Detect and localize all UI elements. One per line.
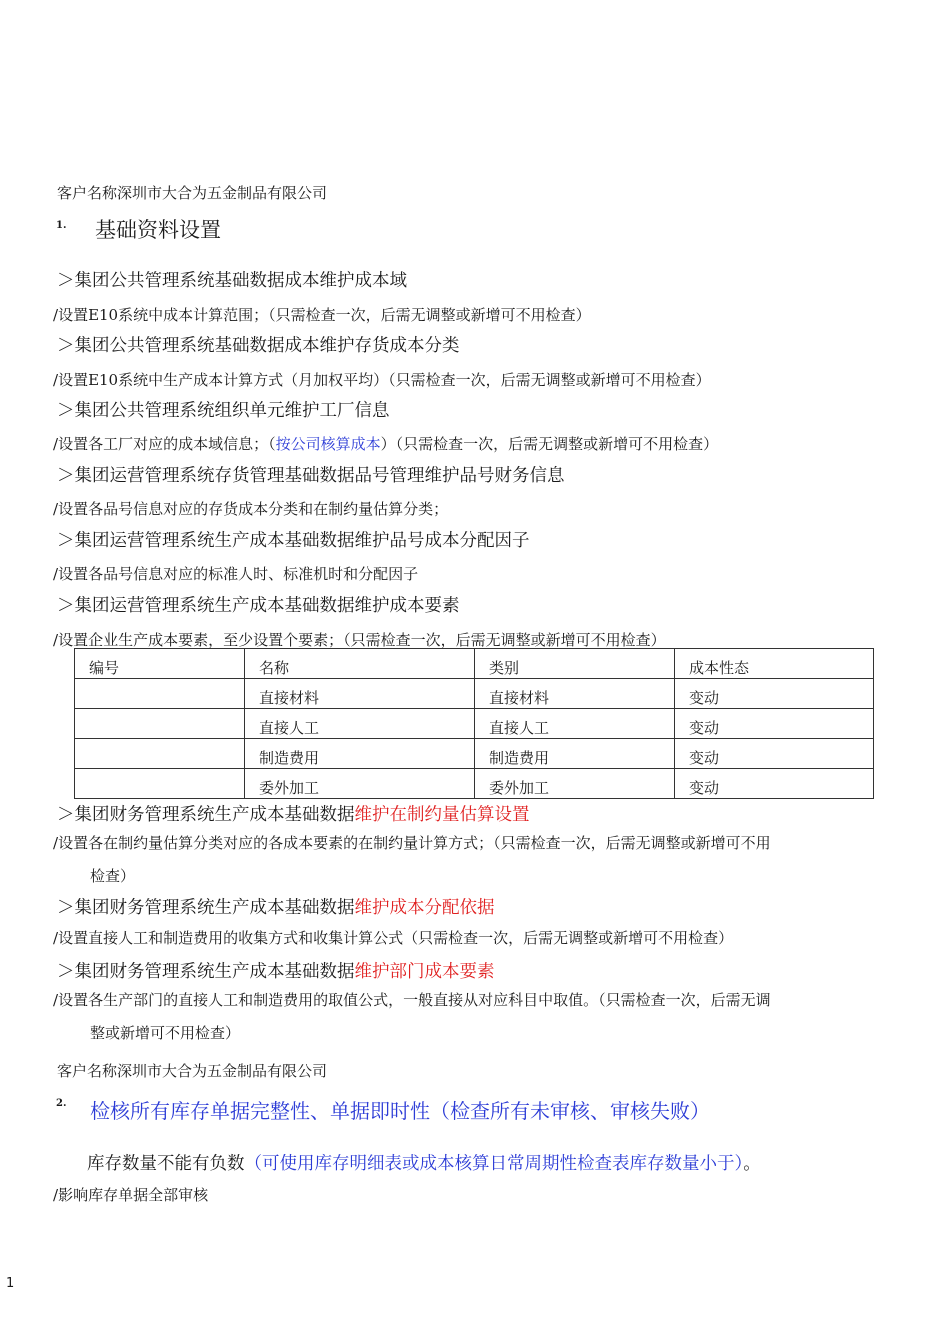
- table-cell: 直接人工: [475, 709, 675, 739]
- table-cell: 直接人工: [245, 709, 475, 739]
- nav-path-inventory-cost-category: ＞集团公共管理系统基础数据成本维护存货成本分类: [57, 336, 460, 356]
- table-row: [75, 679, 874, 709]
- highlight-red: 维护在制约量估算设置: [354, 805, 530, 825]
- table-cell: [75, 739, 245, 769]
- header-cell: 类别: [475, 649, 675, 679]
- section1-number: 1.: [56, 220, 67, 231]
- table-cell: 变动: [675, 769, 874, 799]
- customer-line: 客户名称深圳市大合为五金制品有限公司: [57, 184, 328, 202]
- path-arrow-icon: ＞: [57, 336, 75, 356]
- note-cost-domain: /设置E10系统中成本计算范围；（只需检查一次，后需无调整或新增可不用检查）: [53, 306, 591, 324]
- header-cell: 名称: [245, 649, 475, 679]
- path-arrow-icon: ＞: [57, 898, 75, 918]
- note-cost-allocation-basis: /设置直接人工和制造费用的收集方式和收集计算公式（只需检查一次，后需无调整或新增可不用检查）: [53, 929, 734, 947]
- table-cell: 委外加工: [475, 769, 675, 799]
- stock-rule-highlight: （可使用库存明细表或成本核算日常周期性检查表库存数量小于）: [244, 1154, 744, 1174]
- nav-path-cost-allocation-factor: ＞集团运营管理系统生产成本基础数据维护品号成本分配因子: [57, 531, 530, 551]
- table-cell: 直接材料: [245, 679, 475, 709]
- header-cell: 编号: [75, 649, 245, 679]
- table-cell: 变动: [675, 739, 874, 769]
- path-arrow-icon: ＞: [57, 962, 75, 982]
- nav-path-item-financial-info: ＞集团运营管理系统存货管理基础数据品号管理维护品号财务信息: [57, 466, 565, 486]
- note-stock-audit: /影响库存单据全部审核: [53, 1186, 209, 1204]
- path-arrow-icon: ＞: [57, 596, 75, 616]
- highlight-red: 维护部门成本要素: [354, 962, 495, 982]
- table-cell: 直接材料: [475, 679, 675, 709]
- section2-number: 2.: [56, 1098, 67, 1109]
- section2-title: 检核所有库存单据完整性、单据即时性（检查所有未审核、审核失败）: [90, 1099, 710, 1123]
- nav-path-dept-cost-elements: ＞集团财务管理系统生产成本基础数据维护部门成本要素: [57, 962, 495, 982]
- nav-path-cost-elements: ＞集团运营管理系统生产成本基础数据维护成本要素: [57, 596, 460, 616]
- table-header-row: [75, 649, 874, 679]
- section1-title: 基础资料设置: [95, 218, 221, 242]
- table-cell: 变动: [675, 679, 874, 709]
- note-inventory-cost-category: /设置E10系统中生产成本计算方式（月加权平均）（只需检查一次，后需无调整或新增可不用检查）: [53, 371, 711, 389]
- nav-path-cost-allocation-basis: ＞集团财务管理系统生产成本基础数据维护成本分配依据: [57, 898, 495, 918]
- table-cell: 委外加工: [245, 769, 475, 799]
- customer-line-2: 客户名称深圳市大合为五金制品有限公司: [57, 1062, 328, 1080]
- table-row: [75, 709, 874, 739]
- table-cell: [75, 679, 245, 709]
- path-arrow-icon: ＞: [57, 271, 75, 291]
- note-cost-elements: /设置企业生产成本要素，至少设置个要素；（只需检查一次，后需无调整或新增可不用检查）: [53, 631, 666, 649]
- note-cost-allocation-factor: /设置各品号信息对应的标准人时、标准机时和分配因子: [53, 565, 419, 583]
- table-row: [75, 739, 874, 769]
- table-cell: 制造费用: [475, 739, 675, 769]
- nav-path-cost-domain: ＞集团公共管理系统基础数据成本维护成本域: [57, 271, 407, 291]
- header-cell: 成本性态: [675, 649, 874, 679]
- table-row: [75, 769, 874, 799]
- path-arrow-icon: ＞: [57, 401, 75, 421]
- page-number: 1: [6, 1276, 15, 1291]
- table-cell: [75, 709, 245, 739]
- nav-path-wip-estimation: ＞集团财务管理系统生产成本基础数据维护在制约量估算设置: [57, 805, 530, 825]
- note-dept-cost-elements: /设置各生产部门的直接人工和制造费用的取值公式，一般直接从对应科目中取值。（只需检查一次，后需无调 整或新增可不用检查）: [53, 991, 771, 1042]
- path-arrow-icon: ＞: [57, 805, 75, 825]
- nav-path-factory-info: ＞集团公共管理系统组织单元维护工厂信息: [57, 401, 390, 421]
- company-costing-highlight: 按公司核算成本: [275, 435, 381, 453]
- highlight-red: 维护成本分配依据: [354, 898, 495, 918]
- stock-rule: 库存数量不能有负数（可使用库存明细表或成本核算日常周期性检查表库存数量小于）。: [87, 1154, 761, 1174]
- path-arrow-icon: ＞: [57, 531, 75, 551]
- table-cell: 制造费用: [245, 739, 475, 769]
- note-item-financial-info: /设置各品号信息对应的存货成本分类和在制约量估算分类；: [53, 500, 449, 518]
- note-factory-info: /设置各工厂对应的成本域信息；（按公司核算成本）（只需检查一次，后需无调整或新增可不用检查）: [53, 435, 719, 453]
- cost-elements-table: [74, 648, 874, 799]
- table-cell: [75, 769, 245, 799]
- table-cell: 变动: [675, 709, 874, 739]
- path-arrow-icon: ＞: [57, 466, 75, 486]
- note-wip-estimation: /设置各在制约量估算分类对应的各成本要素的在制约量计算方式；（只需检查一次，后需无调整或新增可不用 检查）: [53, 834, 771, 885]
